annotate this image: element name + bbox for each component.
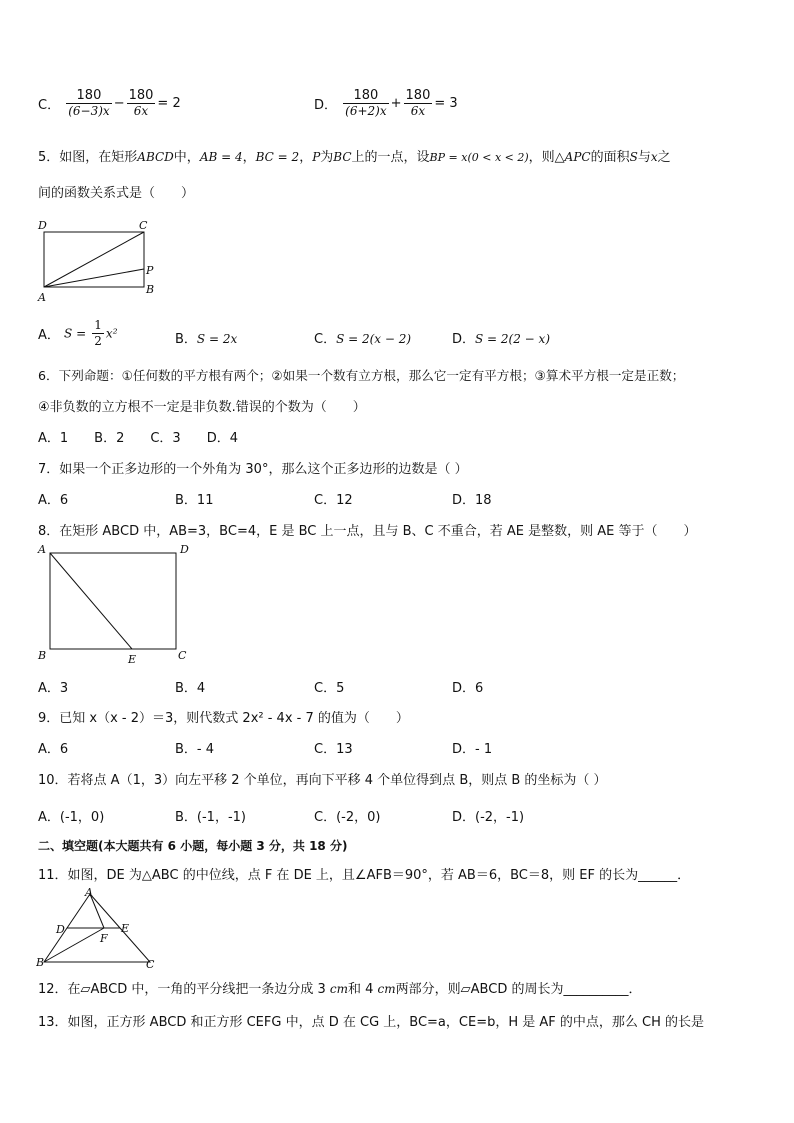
- q4-option-d: [314, 88, 458, 119]
- q9-option-a: A．6: [38, 742, 69, 757]
- q5-text: 上的一点，设: [351, 150, 430, 165]
- q4-c-f2-numerator: 180: [128, 88, 154, 103]
- q4-c-f1-numerator: 180: [66, 88, 111, 104]
- q11-label-d: D: [56, 923, 65, 936]
- q11-label-b: B: [36, 956, 45, 968]
- q5-a-denominator: 2: [94, 334, 102, 348]
- q5-option-d: [452, 328, 550, 347]
- q8-rectangle-figure: [36, 541, 196, 666]
- q8-label-e: E: [128, 653, 137, 666]
- q12-text: 和 4: [348, 982, 378, 997]
- q8-option-b: B．4: [175, 681, 206, 696]
- q5-math: BC = 2: [255, 150, 300, 164]
- q4-option-d-fraction-1: [343, 88, 388, 119]
- q12-unit: cm: [329, 982, 348, 996]
- q5-math: BC: [333, 150, 352, 164]
- q6-options: A．1 B．2 C．3 D．4: [38, 431, 238, 446]
- q5-text: 与: [637, 150, 651, 165]
- q4-c-f2-denominator: 6x: [133, 104, 149, 118]
- q5-math: ABCD: [137, 150, 174, 164]
- q5-option-a-label: A．: [38, 328, 60, 343]
- q4-option-c: [38, 88, 181, 119]
- q4-option-d-label: D．: [314, 98, 338, 113]
- q5-math: APC: [564, 150, 591, 164]
- q5-stem-line-2: 间的函数关系式是（ ）: [38, 186, 195, 201]
- q5-text: 5．如图，在矩形: [38, 150, 138, 165]
- q12-text: 两部分，则▱ABCD 的周长为__________．: [395, 982, 642, 997]
- q7-option-b: B．11: [175, 493, 214, 508]
- q13-stem: 13．如图，正方形 ABCD 和正方形 CEFG 中，点 D 在 CG 上，BC=a，CE=b，H 是 AF 的中点，那么 CH 的长是: [38, 1015, 704, 1030]
- q5-label-a: A: [38, 291, 46, 304]
- q11-label-c: C: [146, 958, 155, 968]
- q10-option-a: A．(-1，0): [38, 810, 105, 825]
- q5-option-a: [38, 318, 118, 349]
- q5-text: ，: [242, 150, 256, 165]
- q5-option-c-expr: S = 2(x − 2): [336, 332, 412, 346]
- q5-math: AB = 4: [199, 150, 243, 164]
- q8-label-c: C: [178, 649, 187, 662]
- q5-option-b-label: B．: [175, 332, 197, 347]
- q12-text: 12．在▱ABCD 中，一角的平分线把一条边分成 3: [38, 982, 330, 997]
- q5-math: x: [650, 150, 658, 164]
- q9-option-d: D．- 1: [452, 742, 493, 757]
- q5-option-b: [175, 328, 237, 347]
- q5-option-a-fraction: [92, 318, 104, 349]
- q5-label-c: C: [139, 219, 148, 232]
- q7-option-a: A．6: [38, 493, 69, 508]
- q5-text: 之: [657, 150, 671, 165]
- q4-d-f2-numerator: 180: [405, 88, 431, 103]
- q5-option-d-expr: S = 2(2 − x): [475, 332, 551, 346]
- q6-stem-line-2: ④非负数的立方根不一定是非负数.错误的个数为（ ）: [38, 400, 366, 415]
- q5-option-c: [314, 328, 411, 347]
- q4-d-rhs: = 3: [434, 96, 458, 111]
- q5-text: 中，: [173, 150, 200, 165]
- q4-d-f1-denominator: (6+2)x: [345, 104, 387, 118]
- q5-text: 的面积: [590, 150, 630, 165]
- q4-c-f1-denominator: (6−3)x: [68, 104, 110, 118]
- q5-option-a-lhs: S =: [64, 326, 87, 341]
- q11-stem: 11．如图，DE 为△ABC 的中位线，点 F 在 DE 上，且∠AFB＝90°，若 AB＝6，BC＝8，则 EF 的长为______．: [38, 868, 691, 883]
- q5-a-numerator: 1: [94, 318, 102, 332]
- q5-label-b: B: [146, 283, 155, 296]
- q4-c-operator: −: [113, 96, 125, 111]
- q4-c-rhs: = 2: [157, 96, 181, 111]
- q10-option-b: B．(-1，-1): [175, 810, 246, 825]
- q5-option-c-label: C．: [314, 332, 337, 347]
- q7-option-c: C．12: [314, 493, 353, 508]
- q11-label-e: E: [121, 922, 130, 935]
- q5-math: S: [629, 150, 638, 164]
- q12-stem: [38, 978, 641, 997]
- q4-d-f2-denominator: 6x: [410, 104, 426, 118]
- q10-option-d: D．(-2，-1): [452, 810, 525, 825]
- q5-math: BP = x(0 < x < 2): [429, 151, 529, 164]
- q8-label-a: A: [38, 543, 46, 556]
- q8-option-a: A．3: [38, 681, 69, 696]
- q5-option-b-expr: S = 2x: [196, 332, 238, 346]
- q11-triangle-figure: [36, 886, 166, 968]
- q9-option-c: C．13: [314, 742, 353, 757]
- q9-option-b: B．- 4: [175, 742, 215, 757]
- q9-stem: 9．已知 x（x - 2）＝3，则代数式 2x² - 4x - 7 的值为（ ）: [38, 711, 409, 726]
- q11-label-a: A: [85, 886, 93, 899]
- q8-stem: 8．在矩形 ABCD 中，AB=3，BC=4，E 是 BC 上一点，且与 B、C 不重合，若 AE 是整数，则 AE 等于（ ）: [38, 524, 697, 539]
- q4-option-c-fraction-2: [127, 88, 156, 119]
- q5-label-p: P: [146, 264, 154, 277]
- q5-option-d-label: D．: [452, 332, 476, 347]
- q10-option-c: C．(-2，0): [314, 810, 381, 825]
- q8-option-c: C．5: [314, 681, 345, 696]
- q4-d-f1-numerator: 180: [343, 88, 388, 104]
- q7-stem: 7．如果一个正多边形的一个外角为 30°，那么这个正多边形的边数是（ ）: [38, 462, 468, 477]
- q5-math: P: [312, 150, 321, 164]
- q5-text: ，则△: [528, 150, 565, 165]
- q5-rectangle-figure: [36, 216, 166, 306]
- q10-stem: 10．若将点 A（1，3）向左平移 2 个单位，再向下平移 4 个单位得到点 B，则点 B 的坐标为（ ）: [38, 773, 607, 788]
- q8-option-d: D．6: [452, 681, 484, 696]
- q8-label-b: B: [38, 649, 47, 662]
- q4-option-c-fraction-1: [66, 88, 111, 119]
- q5-label-d: D: [38, 219, 47, 232]
- q11-label-f: F: [100, 932, 108, 945]
- q12-unit: cm: [377, 982, 396, 996]
- q7-option-d: D．18: [452, 493, 492, 508]
- q5-stem-line-1: [38, 146, 671, 165]
- q4-d-operator: +: [390, 96, 402, 111]
- q5-option-a-rhs: x²: [105, 326, 118, 341]
- q4-option-d-fraction-2: [404, 88, 433, 119]
- q6-stem-line-1: 6．下列命题：①任何数的平方根有两个；②如果一个数有立方根，那么它一定有平方根；③算术平方根一定是正数；: [38, 368, 685, 383]
- q4-option-c-label: C．: [38, 98, 61, 113]
- section-2-heading: 二、填空题(本大题共有 6 小题，每小题 3 分，共 18 分): [38, 839, 348, 853]
- q8-label-d: D: [180, 543, 189, 556]
- q5-text: ，: [299, 150, 313, 165]
- q5-text: 为: [320, 150, 334, 165]
